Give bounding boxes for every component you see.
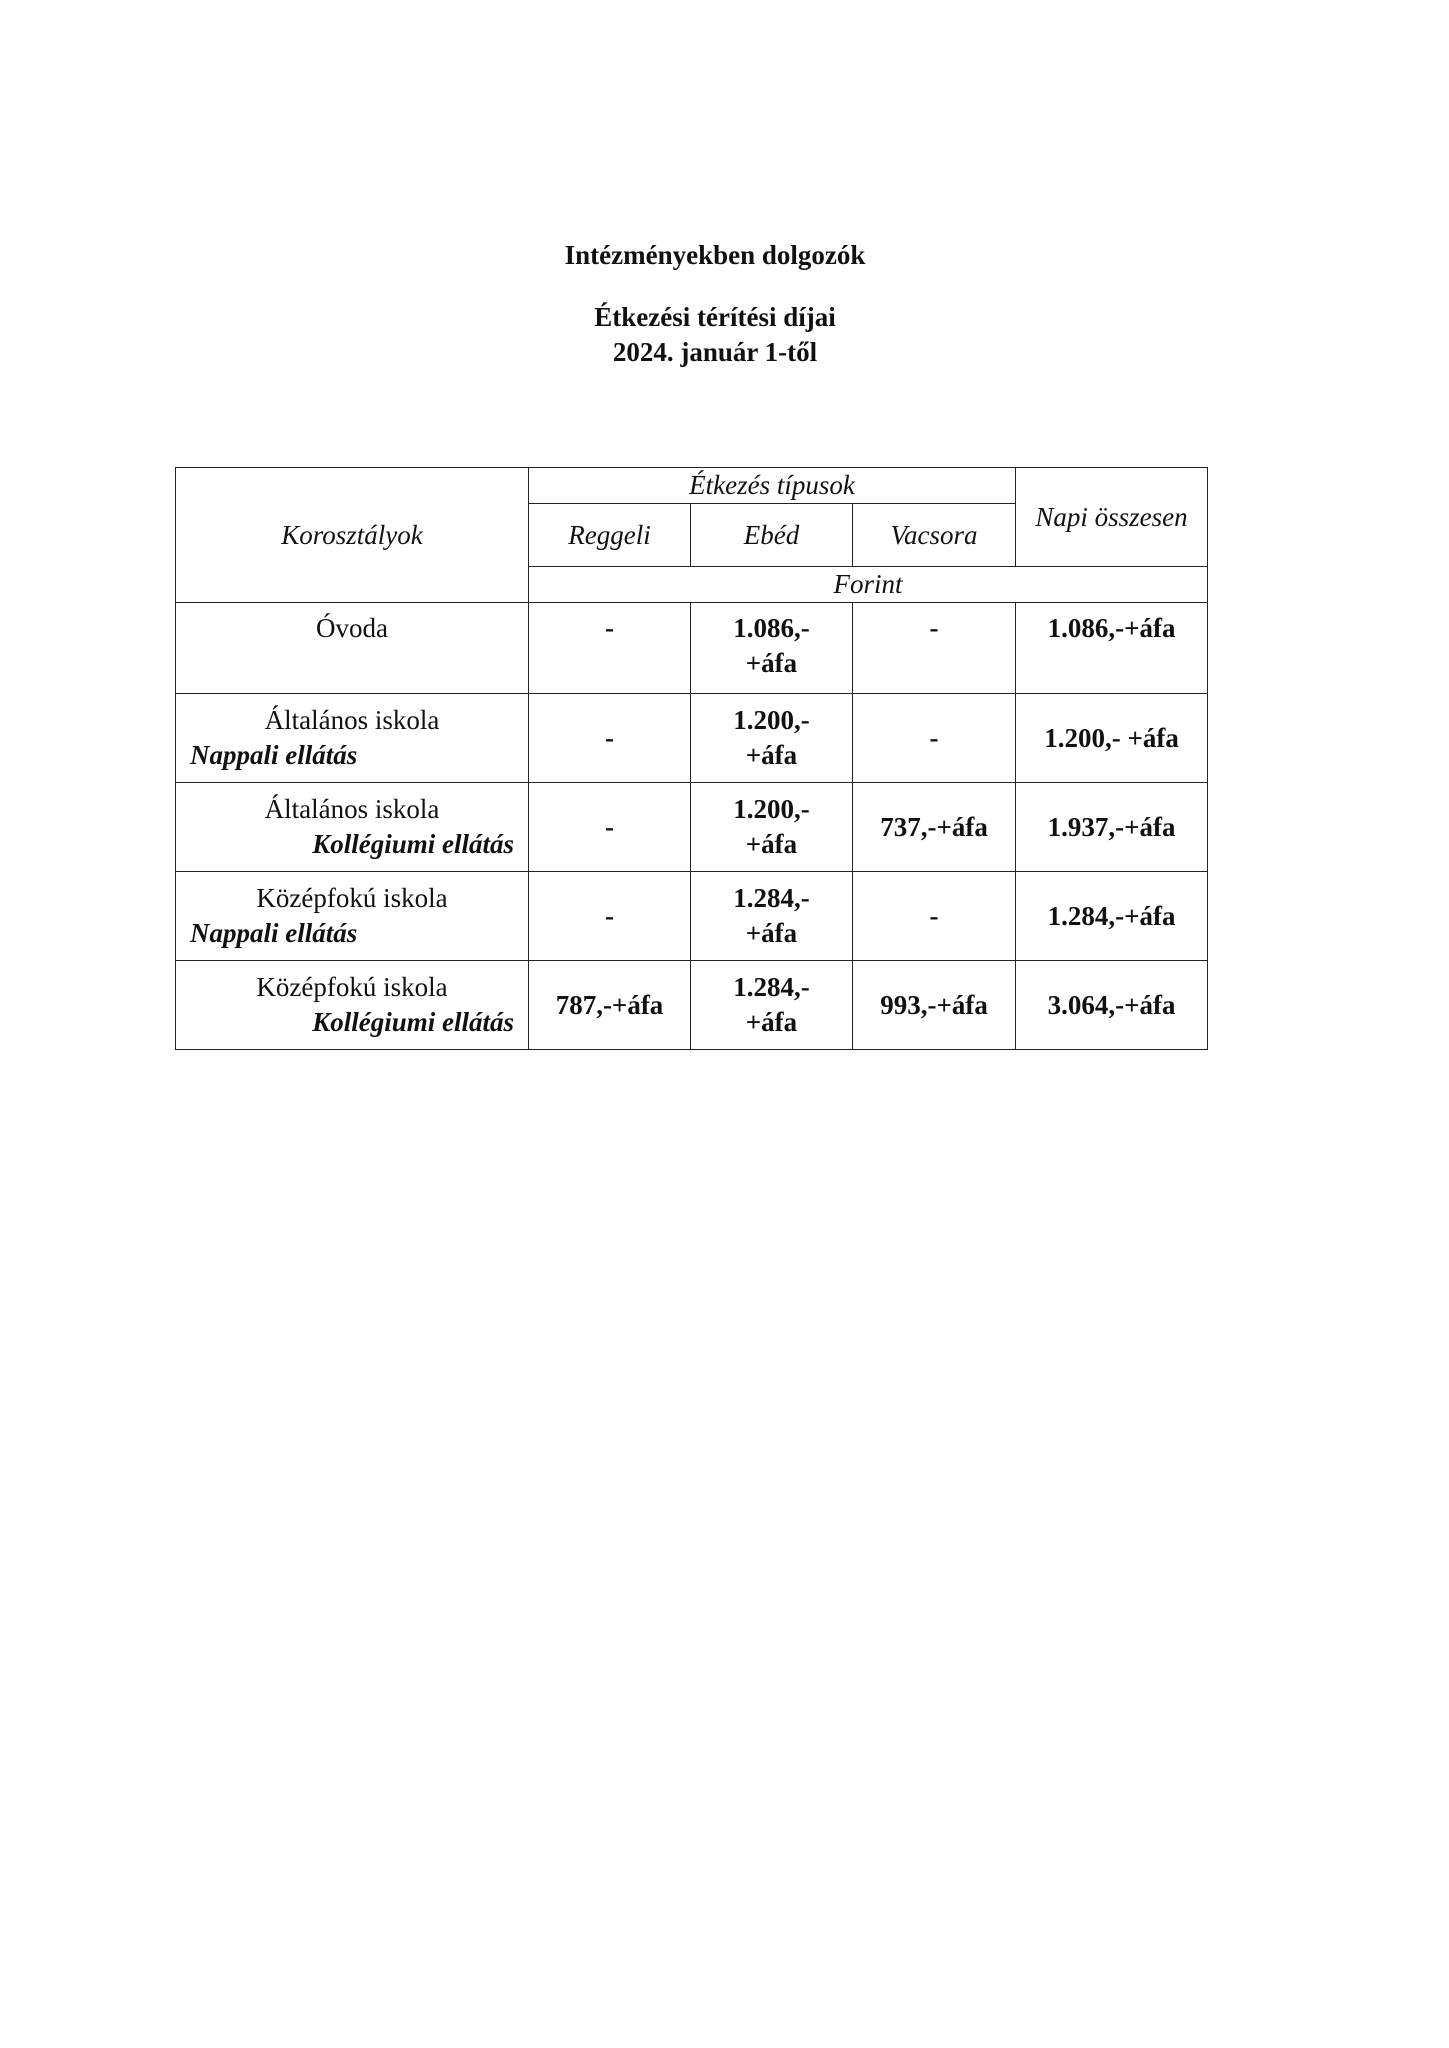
total-cell: 1.086,-+áfa bbox=[1016, 603, 1208, 694]
lunch-price: 1.200,- bbox=[733, 705, 810, 736]
lunch-price: 1.086,- bbox=[733, 613, 810, 644]
age-group-name: Általános iskola bbox=[264, 705, 440, 736]
lunch-vat: +áfa bbox=[745, 1007, 798, 1038]
age-group-name: Általános iskola bbox=[264, 794, 440, 825]
document-subtitle: Étkezési térítési díjai bbox=[594, 302, 836, 332]
total-cell: 1.937,-+áfa bbox=[1016, 783, 1208, 872]
table-row bbox=[176, 961, 1208, 1050]
table-row bbox=[176, 603, 1208, 694]
table-row bbox=[176, 783, 1208, 872]
dinner-cell: - bbox=[853, 694, 1016, 783]
header-daily-total: Napi összesen bbox=[1016, 468, 1208, 567]
lunch-cell bbox=[691, 872, 853, 961]
care-type: Nappali ellátás bbox=[190, 918, 358, 949]
age-group-cell bbox=[176, 694, 529, 783]
header-breakfast: Reggeli bbox=[529, 504, 691, 567]
dinner-cell: - bbox=[853, 872, 1016, 961]
dinner-cell: 737,-+áfa bbox=[853, 783, 1016, 872]
age-group-cell bbox=[176, 872, 529, 961]
header-unit: Forint bbox=[529, 567, 1208, 603]
care-type: Nappali ellátás bbox=[190, 740, 358, 771]
lunch-price: 1.284,- bbox=[733, 883, 810, 914]
breakfast-cell: 787,-+áfa bbox=[529, 961, 691, 1050]
age-group-cell bbox=[176, 603, 529, 694]
lunch-vat: +áfa bbox=[745, 829, 798, 860]
header-dinner: Vacsora bbox=[853, 504, 1016, 567]
document-title: Intézményekben dolgozók bbox=[564, 240, 866, 270]
fee-table bbox=[175, 467, 1208, 1050]
lunch-cell bbox=[691, 603, 853, 694]
breakfast-cell: - bbox=[529, 783, 691, 872]
lunch-cell bbox=[691, 694, 853, 783]
dinner-cell: - bbox=[853, 603, 1016, 694]
lunch-vat: +áfa bbox=[745, 740, 798, 771]
header-meal-types: Étkezés típusok bbox=[529, 468, 1016, 504]
lunch-cell bbox=[691, 783, 853, 872]
total-cell: 1.200,- +áfa bbox=[1016, 694, 1208, 783]
breakfast-cell: - bbox=[529, 872, 691, 961]
care-type: Kollégiumi ellátás bbox=[312, 1007, 514, 1038]
dinner-cell: 993,-+áfa bbox=[853, 961, 1016, 1050]
age-group-cell bbox=[176, 961, 529, 1050]
lunch-cell bbox=[691, 961, 853, 1050]
lunch-vat: +áfa bbox=[745, 918, 798, 949]
table-row bbox=[176, 872, 1208, 961]
total-cell: 1.284,-+áfa bbox=[1016, 872, 1208, 961]
header-lunch: Ebéd bbox=[691, 504, 853, 567]
lunch-price: 1.200,- bbox=[733, 794, 810, 825]
age-group-name: Óvoda bbox=[316, 613, 388, 644]
total-cell: 3.064,-+áfa bbox=[1016, 961, 1208, 1050]
table-header-row bbox=[176, 468, 1208, 504]
age-group-name: Középfokú iskola bbox=[256, 972, 448, 1003]
care-type: Kollégiumi ellátás bbox=[312, 829, 514, 860]
breakfast-cell: - bbox=[529, 603, 691, 694]
document-date: 2024. január 1-től bbox=[612, 337, 818, 367]
age-group-cell bbox=[176, 783, 529, 872]
header-age-groups: Korosztályok bbox=[176, 468, 529, 603]
lunch-price: 1.284,- bbox=[733, 972, 810, 1003]
table-row bbox=[176, 694, 1208, 783]
age-group-name: Középfokú iskola bbox=[256, 883, 448, 914]
breakfast-cell: - bbox=[529, 694, 691, 783]
lunch-vat: +áfa bbox=[745, 648, 798, 679]
